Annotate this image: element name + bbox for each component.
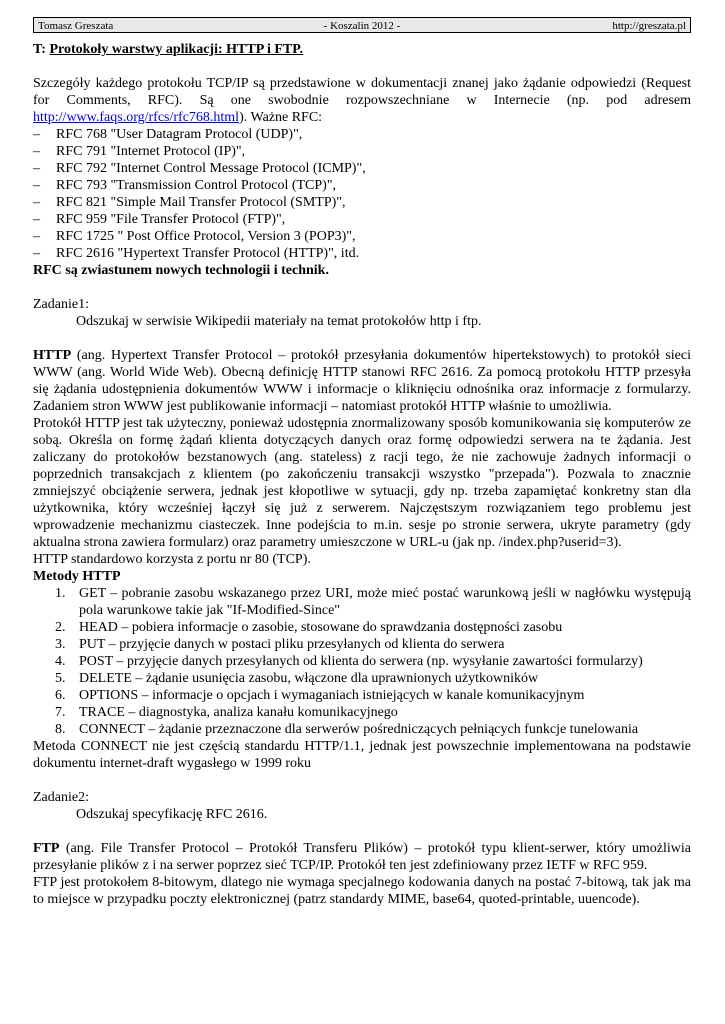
rfc-link[interactable]: http://www.faqs.org/rfcs/rfc768.html [33, 110, 240, 125]
page-header [33, 17, 691, 33]
http-method-text: TRACE – diagnostyka, analiza kanału komunikacyjnego [79, 705, 398, 720]
rfc-list-item [33, 245, 691, 262]
http-method-number: 3. [55, 637, 66, 652]
http-method-item [33, 721, 691, 738]
ftp-intro-paragraph [33, 840, 691, 874]
header-website: http://greszata.pl [612, 20, 686, 32]
intro-paragraph [33, 75, 691, 126]
title-prefix: T: [33, 42, 50, 57]
http-method-number: 5. [55, 671, 66, 686]
list-dash: – [33, 229, 40, 244]
http-method-number: 8. [55, 722, 66, 737]
list-dash: – [33, 127, 40, 142]
ftp-intro-text: (ang. File Transfer Protocol – Protokół Transferu Plików) – protokół typu klient-serwer, który umożliwia przesyłanie plików z i na serwer poprzez sieć TCP/IP. Protokół ten jest zdefiniowany przez IETF w RFC 959. [33, 841, 691, 873]
rfc-list-item-text: RFC 792 "Internet Control Message Protocol (ICMP)", [56, 161, 366, 176]
intro-text-end: ). Ważne RFC: [239, 110, 323, 125]
document-body [33, 41, 691, 908]
list-dash: – [33, 178, 40, 193]
rfc-list-item-text: RFC 821 "Simple Mail Transfer Protocol (SMTP)", [56, 195, 346, 210]
http-method-number: 4. [55, 654, 66, 669]
http-method-item [33, 636, 691, 653]
http-method-number: 7. [55, 705, 66, 720]
http-method-text: OPTIONS – informacje o opcjach i wymaganiach istniejących w kanale komunikacyjnym [79, 688, 585, 703]
document-title [33, 41, 691, 58]
list-dash: – [33, 212, 40, 227]
http-method-item [33, 585, 691, 619]
methods-heading-text: Metody HTTP [33, 569, 121, 584]
rfc-list-item-text: RFC 2616 "Hypertext Transfer Protocol (HTTP)", itd. [56, 246, 360, 261]
task2-label: Zadanie2: [33, 790, 89, 805]
http-method-item [33, 653, 691, 670]
rfc-list-item-text: RFC 793 "Transmission Control Protocol (TCP)", [56, 178, 337, 193]
http-method-text: POST – przyjęcie danych przesyłanych od klienta do serwera (np. wysyłanie zawartości formularzy) [79, 654, 643, 669]
rfc-list [33, 126, 691, 262]
rfc-list-item-text: RFC 959 "File Transfer Protocol (FTP)", [56, 212, 286, 227]
http-method-number: 2. [55, 620, 66, 635]
http-method-text: GET – pobranie zasobu wskazanego przez URI, może mieć postać warunkową jeśli w nagłówku występują pola warunkowe takie jak "If-Modified-Since" [79, 586, 691, 618]
http-method-text: DELETE – żądanie usunięcia zasobu, włączone dla uprawnionych użytkowników [79, 671, 539, 686]
http-method-text: PUT – przyjęcie danych w postaci pliku przesyłanych od klienta do serwera [79, 637, 505, 652]
http-port-line: HTTP standardowo korzysta z portu nr 80 (TCP). [33, 552, 311, 567]
http-intro-text: (ang. Hypertext Transfer Protocol – protokół przesyłania dokumentów hipertekstowych) to protokół sieci WWW (ang. World Wide Web). Obecną definicję HTTP stanowi RFC 2616. Za pomocą protokołu HTTP przesyła się żądania udostępnienia dokumentów WWW i informacje o kliknięciu odnośnika oraz informacje z formularzy. Zadaniem stron WWW jest publikowanie informacji – natomiast protokół HTTP właśnie to umożliwia. [33, 348, 691, 414]
connect-note: Metoda CONNECT nie jest częścią standardu HTTP/1.1, jednak jest powszechnie implementowana na podstawie dokumentu internet-draft wygasłego w 1999 roku [33, 739, 691, 771]
http-intro-paragraph [33, 347, 691, 415]
rfc-list-item-text: RFC 768 "User Datagram Protocol (UDP)", [56, 127, 303, 142]
list-dash: – [33, 161, 40, 176]
rfc-list-item [33, 194, 691, 211]
rfc-list-item-text: RFC 1725 " Post Office Protocol, Version 3 (POP3)", [56, 229, 356, 244]
rfc-list-item [33, 211, 691, 228]
http-method-item [33, 619, 691, 636]
http-method-item [33, 687, 691, 704]
methods-heading [33, 568, 691, 585]
task2-text: Odszukaj specyfikację RFC 2616. [76, 807, 268, 822]
rfc-list-item [33, 228, 691, 245]
task1-label: Zadanie1: [33, 297, 89, 312]
http-detail-paragraph: Protokół HTTP jest tak użyteczny, ponieważ udostępnia znormalizowany sposób komunikowania się komputerów ze sobą. Określa on formę żądań klienta dotyczących danych oraz formę odpowiedzi serwera na te żądania. Jest zaliczany do protokołów bezstanowych (ang. stateless) z racji tego, że nie zachowuje żadnych informacji o poprzednich transakcjach z klientem (po zakończeniu transakcji wszystko "przepada"). Pozwala to znacznie zmniejszyć obciążenie serwera, jednak jest kłopotliwe w sytuacji, gdy np. trzeba zapamiętać konkretny stan dla użytkownika, który wcześniej łączył się już z serwerem. Najczęstszym rozwiązaniem tego problemu jest wprowadzenie mechanizmu ciasteczek. Inne podejścia to m.in. sesje po stronie serwera, ukryte parametry (gdy aktualna strona zawiera formularz) oraz parametry umieszczone w URL-u (jak np. /index.php?userid=3). [33, 416, 691, 550]
title-text: Protokoły warstwy aplikacji: HTTP i FTP. [49, 42, 304, 57]
http-term: HTTP [33, 348, 72, 363]
list-dash: – [33, 144, 40, 159]
http-method-text: CONNECT – żądanie przeznaczone dla serwerów pośredniczących pełniących funkcje tunelowania [79, 722, 639, 737]
http-method-number: 6. [55, 688, 66, 703]
ftp-detail-paragraph: FTP jest protokołem 8-bitowym, dlatego nie wymaga specjalnego kodowania danych na postać 7-bitową, tak jak ma to miejsce w przypadku poczty elektronicznej (patrz standardy MIME, base64, quoted-printable, uuencode). [33, 875, 691, 907]
http-method-item [33, 704, 691, 721]
rfc-list-item [33, 143, 691, 160]
rfc-list-item [33, 126, 691, 143]
header-author: Tomasz Greszata [38, 20, 114, 32]
rfc-list-item [33, 177, 691, 194]
list-dash: – [33, 246, 40, 261]
rfc-summary-text: RFC są zwiastunem nowych technologii i technik. [33, 263, 329, 278]
list-dash: – [33, 195, 40, 210]
http-method-item [33, 670, 691, 687]
intro-text: Szczegóły każdego protokołu TCP/IP są przedstawione w dokumentacji znanej jako żądanie odpowiedzi (Request for Comments, RFC). Są one swobodnie rozpowszechniane w Internecie (np. pod adresem [33, 76, 691, 108]
http-methods-list [33, 585, 691, 738]
header-location-year: - Koszalin 2012 - [323, 20, 401, 32]
rfc-list-item [33, 160, 691, 177]
ftp-term: FTP [33, 841, 60, 856]
rfc-list-item-text: RFC 791 "Internet Protocol (IP)", [56, 144, 246, 159]
task1-text: Odszukaj w serwisie Wikipedii materiały na temat protokołów http i ftp. [76, 314, 482, 329]
http-method-number: 1. [55, 586, 66, 601]
http-method-text: HEAD – pobiera informacje o zasobie, stosowane do sprawdzania dostępności zasobu [79, 620, 563, 635]
rfc-summary [33, 262, 691, 279]
